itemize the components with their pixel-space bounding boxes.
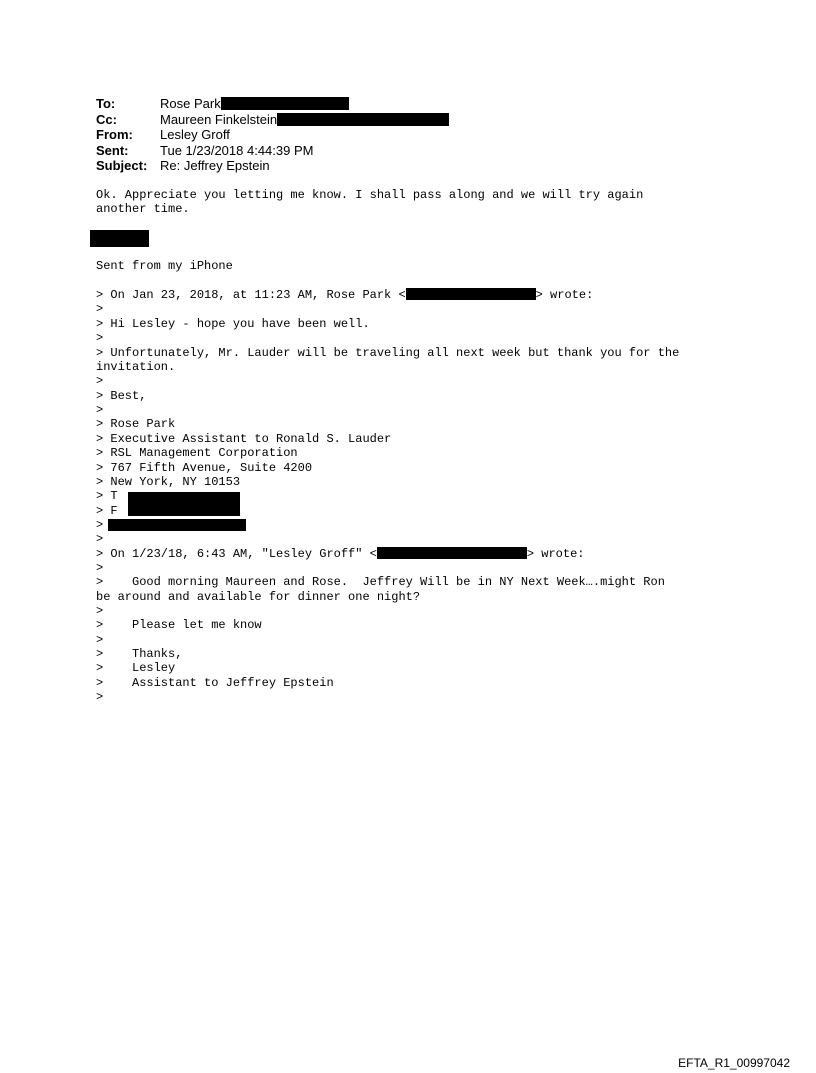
redaction-block <box>221 97 349 110</box>
quoted-line: > Assistant to Jeffrey Epstein <box>96 676 334 690</box>
from-label: From: <box>96 127 133 143</box>
signature-line: Sent from my iPhone <box>96 259 233 273</box>
quote-marker: > <box>96 561 104 575</box>
to-label: To: <box>96 96 116 111</box>
quoted-header-suffix: > wrote: <box>526 547 585 561</box>
quoted-line: > Lesley <box>96 661 176 675</box>
quote-marker: > <box>96 690 104 704</box>
quoted-line: > T <box>96 489 118 503</box>
to-name: Rose Park <box>160 96 221 111</box>
cc-name: Maureen Finkelstein <box>160 111 278 127</box>
quoted-line: > Good morning Maureen and Rose. Jeffrey Will be in NY Next Week….might Ron <box>96 575 665 589</box>
quoted-line: > Executive Assistant to Ronald S. Lauder <box>96 432 392 446</box>
document-id: EFTA_R1_00997042 <box>678 1056 790 1070</box>
quoted-line: > Rose Park <box>96 417 176 431</box>
body-line: Ok. Appreciate you letting me know. I shall pass along and we will try again <box>96 188 644 202</box>
quoted-line: > RSL Management Corporation <box>96 446 298 460</box>
quoted-line: > Best, <box>96 389 147 403</box>
redaction-block <box>406 288 536 300</box>
quote-marker: > <box>96 532 104 546</box>
quoted-header-prefix: > On 1/23/18, 6:43 AM, "Lesley Groff" < <box>96 547 377 561</box>
quote-marker: > <box>96 403 104 417</box>
redaction-block <box>277 113 449 126</box>
redaction-block <box>128 504 240 516</box>
quoted-header-prefix: > On Jan 23, 2018, at 11:23 AM, Rose Park < <box>96 288 406 302</box>
quoted-line: > Thanks, <box>96 647 183 661</box>
sent-label: Sent: <box>96 142 129 158</box>
quote-marker: > <box>96 604 104 618</box>
quoted-header-line <box>96 288 593 302</box>
to-value <box>160 96 349 112</box>
from-value: Lesley Groff <box>160 127 230 143</box>
sent-value: Tue 1/23/2018 4:44:39 PM <box>160 142 314 158</box>
quote-marker: > <box>96 331 104 345</box>
cc-label: Cc: <box>96 111 117 127</box>
quote-marker: > <box>96 374 104 388</box>
quoted-line: > Please let me know <box>96 618 262 632</box>
redaction-block <box>128 492 240 504</box>
subject-value: Re: Jeffrey Epstein <box>160 158 270 174</box>
quoted-line: > F <box>96 504 118 518</box>
quoted-line: > Unfortunately, Mr. Lauder will be traveling all next week but thank you for the <box>96 346 680 360</box>
quote-marker: > <box>96 302 104 316</box>
quoted-line: be around and available for dinner one night? <box>96 590 421 604</box>
quoted-header-suffix: > wrote: <box>535 288 594 302</box>
redaction-block <box>377 547 527 559</box>
quoted-line: > Hi Lesley - hope you have been well. <box>96 317 370 331</box>
quote-marker: > <box>96 518 104 532</box>
redaction-block <box>90 230 149 247</box>
subject-label: Subject: <box>96 158 148 174</box>
redaction-block <box>108 519 246 531</box>
quoted-header-line <box>96 547 584 561</box>
quoted-line: invitation. <box>96 360 176 374</box>
quote-marker: > <box>96 633 104 647</box>
quoted-line: > New York, NY 10153 <box>96 475 241 489</box>
quoted-line: > 767 Fifth Avenue, Suite 4200 <box>96 461 313 475</box>
cc-value <box>160 112 449 128</box>
body-line: another time. <box>96 202 190 216</box>
